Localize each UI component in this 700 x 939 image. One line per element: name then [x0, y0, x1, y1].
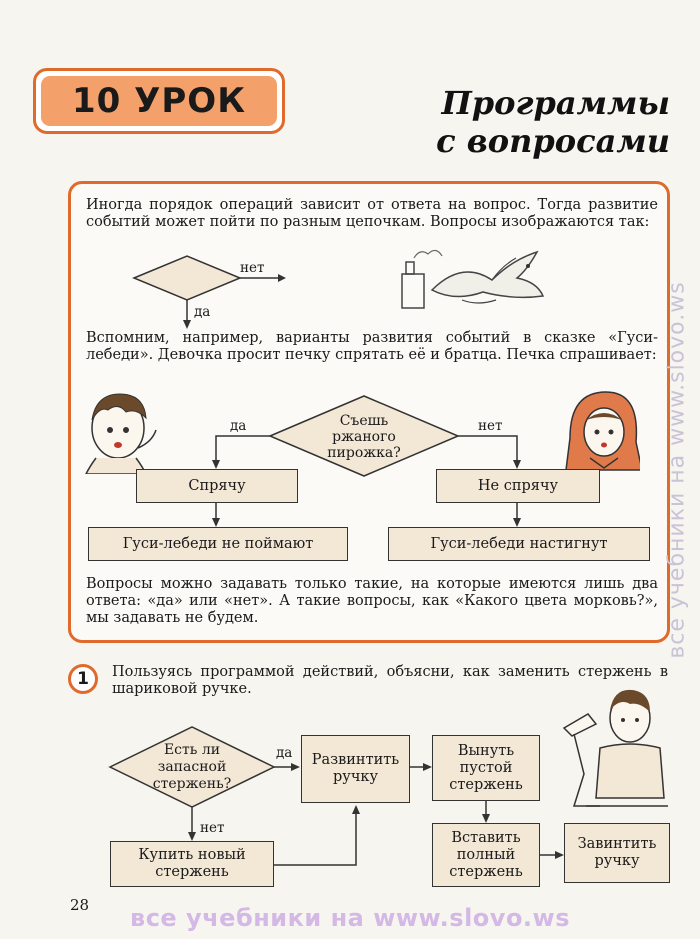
lesson-badge-text: 10 УРОК	[72, 81, 246, 121]
story-yes-result-box: Гуси-лебеди не поймают	[88, 527, 348, 561]
pen-no-label: нет	[200, 820, 225, 836]
pen-unscrew-box: Развинтить ручку	[301, 735, 410, 803]
story-yes-label: да	[230, 418, 247, 434]
side-watermark	[662, 140, 692, 800]
page-title-line1: Программы	[441, 84, 670, 122]
pen-buy-to-unscrew-connector	[274, 812, 356, 865]
pen-yes-arrowhead	[291, 763, 300, 771]
task-number-badge: 1	[68, 664, 98, 694]
footer-watermark: все учебники на www.slovo.ws	[130, 904, 570, 932]
intro-paragraph-1: Иногда порядок операций зависит от ответа на вопрос. Тогда развитие событий может пойти по разным цепочкам. Вопросы изображаются так:	[86, 197, 658, 230]
story-yes-action-box: Спрячу	[136, 469, 298, 503]
story-question-text: Съешь ржаного пирожка?	[327, 413, 401, 461]
pen-buy-to-unscrew-arrowhead	[352, 805, 360, 814]
pen-yes-label: да	[276, 745, 293, 761]
pen-remove-box: Вынуть пустой стержень	[432, 735, 540, 801]
sample-yes-label: да	[194, 304, 211, 320]
story-no-result-box: Гуси-лебеди настигнут	[388, 527, 650, 561]
pen-buy-box: Купить новый стержень	[110, 841, 274, 887]
page-number: 28	[70, 896, 90, 914]
page-title-line2: с вопросами	[436, 122, 670, 160]
side-watermark-text: все учебники на www.slovo.ws	[664, 281, 690, 659]
pen-insert-box: Вставить полный стержень	[432, 823, 540, 887]
story-no-action-box: Не спрячу	[436, 469, 600, 503]
pen-screw-box: Завинтить ручку	[564, 823, 670, 883]
pen-insert-to-screw-arrowhead	[555, 851, 564, 859]
sample-no-label: нет	[240, 260, 265, 276]
intro-paragraph-2: Вспомним, например, варианты развития событий в сказке «Гуси-лебеди». Девочка просит печку спрятать её и братца. Печка спрашивает:	[86, 330, 658, 363]
pen-remove-to-insert-arrowhead	[482, 814, 490, 823]
task-1-text: Пользуясь программой действий, объясни, как заменить стержень в шариковой ручке.	[112, 664, 668, 697]
pen-question-text: Есть ли запасной стержень?	[152, 741, 232, 792]
pen-no-arrowhead	[188, 832, 196, 841]
pen-unscrew-to-remove-arrowhead	[423, 763, 432, 771]
story-no-label: нет	[478, 418, 503, 434]
intro-paragraph-3: Вопросы можно задавать только такие, на которые имеются лишь два ответа: «да» или «нет». А такие вопросы, как «Какого цвета морковь?», мы задавать не будем.	[86, 576, 658, 626]
